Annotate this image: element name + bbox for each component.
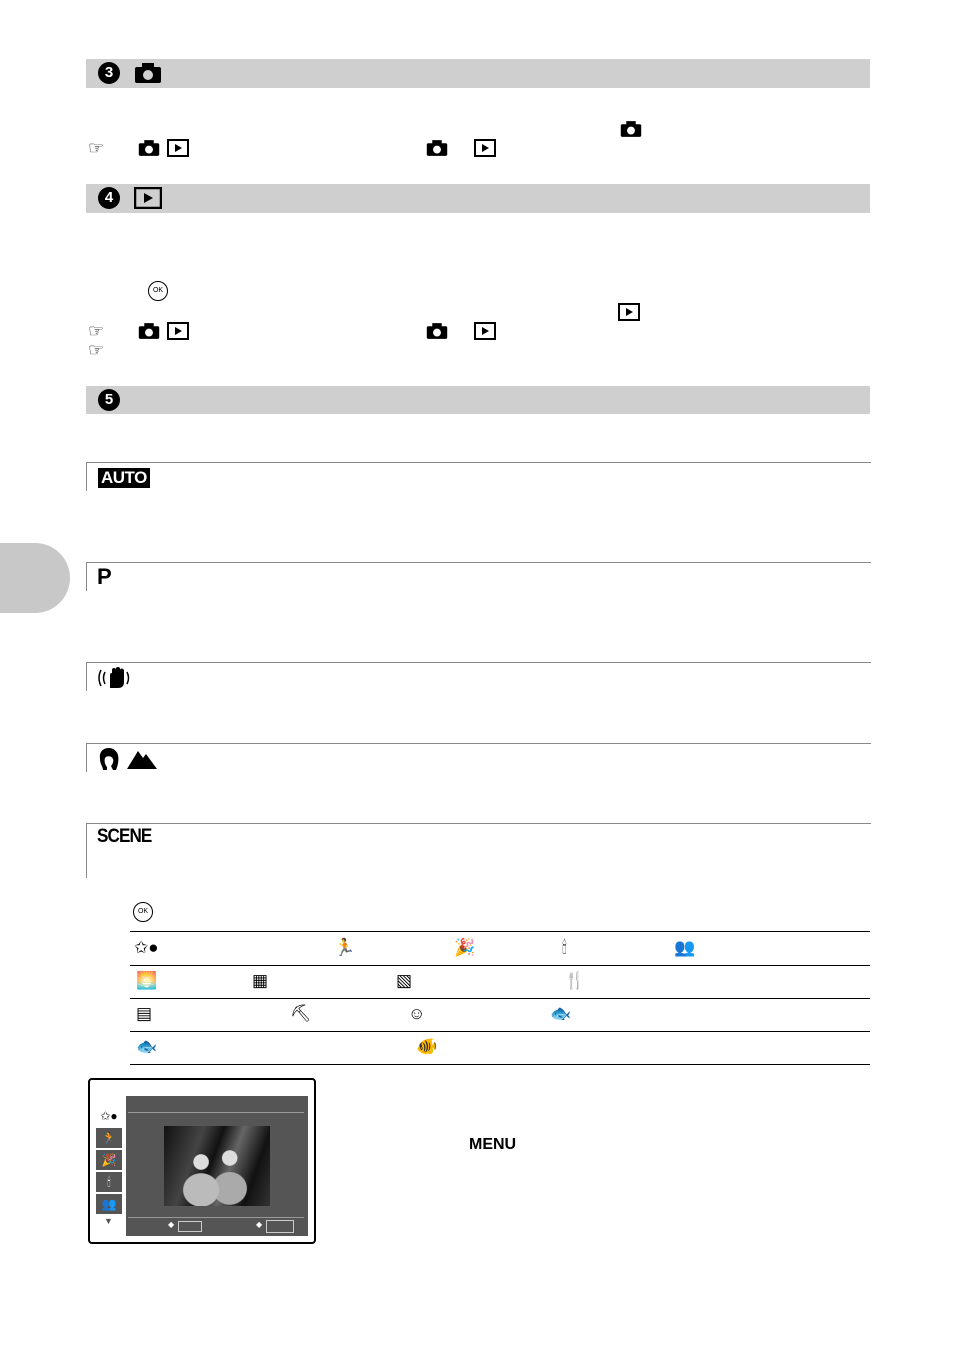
- scene-table-row: [130, 965, 870, 999]
- underwater-2-icon: 🐟: [136, 1037, 158, 1056]
- sample-photo: [164, 1126, 270, 1206]
- fireworks-icon: ▦: [252, 971, 269, 990]
- portrait-landscape-mode-box: [86, 743, 871, 772]
- auction-icon: ⛏: [290, 1004, 312, 1023]
- sport-icon: 🏃: [334, 938, 356, 957]
- playback-icon: [134, 187, 162, 209]
- playback-icon: [618, 303, 640, 321]
- landscape-icon: [127, 748, 157, 770]
- playback-icon: [474, 322, 496, 340]
- candle-icon: 🕯: [96, 1172, 122, 1192]
- back-arrow-icon: ◆: [168, 1220, 175, 1229]
- camera-lcd-screen: [88, 1078, 316, 1244]
- smile-shot-icon: ☺: [408, 1004, 426, 1023]
- reference-pointing-hand-icon: ☞: [88, 340, 105, 360]
- section-number-4: 4: [98, 187, 120, 209]
- scene-table-row: [130, 932, 870, 966]
- section-number-5: 5: [98, 389, 120, 411]
- auto-mode-label: AUTO: [98, 468, 150, 488]
- scene-table-row: [130, 998, 870, 1032]
- auto-mode-box: [86, 462, 871, 491]
- scene-mode-label: SCENE: [97, 826, 152, 847]
- camera-icon: [138, 322, 160, 340]
- stabilizer-mode-box: [86, 662, 871, 691]
- night-portrait-icon: ✩●: [100, 1109, 118, 1123]
- self-portrait-icon: 👥: [96, 1194, 122, 1214]
- documents-icon: ▤: [136, 1004, 153, 1023]
- section-number-3: 3: [98, 62, 120, 84]
- back-button-outline: [178, 1221, 202, 1232]
- section-3-header: [86, 59, 870, 88]
- camera-icon: [134, 62, 162, 84]
- menu-button-label: MENU: [469, 1136, 517, 1153]
- night-portrait-icon: ✩●: [134, 938, 159, 957]
- playback-icon: [167, 322, 189, 340]
- cuisine-icon: 🍴: [564, 971, 586, 990]
- reference-pointing-hand-icon: ☞: [88, 321, 105, 341]
- chapter-side-tab: [0, 543, 70, 613]
- candle-icon: 🕯: [562, 938, 567, 957]
- indoor-icon: 🎉: [96, 1150, 122, 1170]
- panel-title-rule: [128, 1112, 304, 1113]
- scroll-down-arrow-icon: ▼: [104, 1216, 113, 1226]
- program-mode-label: P: [97, 564, 112, 589]
- playback-icon: [167, 139, 189, 157]
- set-button-outline: [266, 1220, 294, 1233]
- portrait-icon: [97, 747, 121, 771]
- section-5-header: [86, 386, 870, 414]
- camera-icon: [138, 139, 160, 157]
- reference-pointing-hand-icon: ☞: [88, 138, 105, 158]
- sport-icon: 🏃: [96, 1128, 122, 1148]
- scene-table-row: [130, 1031, 870, 1065]
- set-arrow-icon: ◆: [256, 1220, 263, 1229]
- underwater-1-icon: 🐟: [550, 1004, 572, 1023]
- panel-bottom-rule: [128, 1217, 304, 1218]
- playback-icon: [474, 139, 496, 157]
- scene-preview-panel: [126, 1096, 308, 1236]
- museum-icon: ▧: [396, 971, 413, 990]
- indoor-icon: 🎉: [454, 938, 476, 957]
- self-portrait-icon: 👥: [674, 938, 696, 957]
- underwater-macro-icon: 🐠: [416, 1037, 438, 1056]
- ok-button-icon: OK: [133, 902, 153, 922]
- camera-icon: [426, 322, 448, 340]
- hand-shake-icon: [97, 666, 133, 690]
- scene-menu-icon-column: [96, 1106, 124, 1226]
- program-mode-box: [86, 562, 871, 591]
- section-4-header: [86, 184, 870, 213]
- camera-icon: [620, 120, 642, 138]
- ok-button-icon: OK: [148, 281, 168, 301]
- scene-mode-box: [86, 823, 871, 878]
- camera-icon: [426, 139, 448, 157]
- sunset-icon: 🌅: [136, 971, 158, 990]
